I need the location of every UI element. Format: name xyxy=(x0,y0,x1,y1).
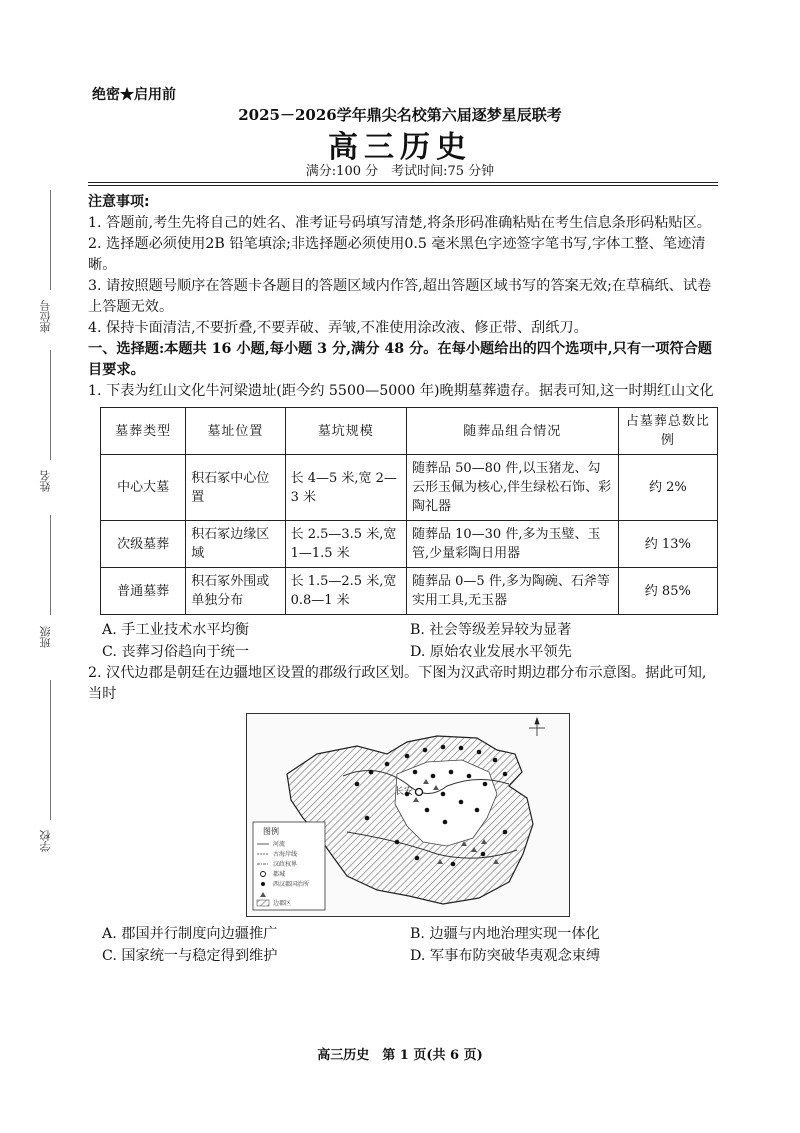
notice-item: 2. 选择题必须使用2B 铅笔填涂;非选择题必须使用0.5 毫米黑色字迹签字笔书写,字体工整、笔迹清晰。 xyxy=(88,236,706,273)
q2-option-b[interactable]: B. 边疆与内地治理实现一体化 xyxy=(410,926,600,942)
table-header: 墓葬类型 xyxy=(101,408,186,455)
legend-item: 古海岸线 xyxy=(273,851,298,858)
name-label: 姓名 xyxy=(39,470,52,492)
han-frontier-map xyxy=(246,713,570,917)
legend-title: 图例 xyxy=(263,827,279,836)
q2-options xyxy=(102,923,720,967)
legend-item: 边郡区 xyxy=(273,900,292,907)
table-row xyxy=(101,568,718,615)
q2-option-d[interactable]: D. 军事布防突破华夷观念束缚 xyxy=(410,948,601,964)
table-cell: 约 2% xyxy=(618,455,717,521)
legend-item: 河流 xyxy=(273,841,286,848)
table-cell: 随葬品 50—80 件,以玉猪龙、勾云形玉佩为核心,伴生绿松石饰、彩陶礼器 xyxy=(406,455,618,521)
legend-item: 都城 xyxy=(273,871,286,878)
table-cell: 约 13% xyxy=(618,521,717,568)
header-divider xyxy=(88,182,718,183)
q1-option-a[interactable]: A. 手工业技术水平均衡 xyxy=(102,622,249,638)
table-row xyxy=(101,521,718,568)
capital-label: 长安 xyxy=(395,787,414,797)
binding-margin xyxy=(0,170,70,910)
table-header: 占墓葬总数比例 xyxy=(618,408,717,455)
notice-item: 3. 请按照题号顺序在答题卡各题目的答题区域内作答,超出答题区域书写的答案无效;在草稿纸、试卷上答题无效。 xyxy=(88,278,712,315)
seat-line xyxy=(50,190,51,290)
q1-stem: 1. 下表为红山文化牛河梁遗址(距今约 5500—5000 年)晚期墓葬遗存。据表可知,这一时期红山文化 xyxy=(88,383,714,399)
table-cell: 普通墓葬 xyxy=(101,568,186,615)
main-content xyxy=(88,192,720,967)
q1-option-b[interactable]: B. 社会等级差异较为显著 xyxy=(410,622,572,638)
table-cell: 次级墓葬 xyxy=(101,521,186,568)
header-divider-thick xyxy=(88,185,718,186)
table-header: 随葬品组合情况 xyxy=(406,408,618,455)
map-svg xyxy=(247,714,569,916)
notice-item: 4. 保持卡面清洁,不要折叠,不要弄破、弄皱,不准使用涂改液、修正带、刮纸刀。 xyxy=(88,320,588,336)
class-label: 班级 xyxy=(39,626,52,648)
tomb-table xyxy=(100,407,718,615)
table-cell: 积石冢中心位置 xyxy=(186,455,285,521)
table-cell: 长 1.5—2.5 米,宽 0.8—1 米 xyxy=(285,568,406,615)
table-header: 墓址位置 xyxy=(186,408,285,455)
table-cell: 长 4—5 米,宽 2—3 米 xyxy=(285,455,406,521)
table-cell: 约 85% xyxy=(618,568,717,615)
q2-stem: 2. 汉代边郡是朝廷在边疆地区设置的郡级行政区划。下图为汉武帝时期边郡分布示意图。据此可知,当时 xyxy=(88,665,707,702)
table-cell: 中心大墓 xyxy=(101,455,186,521)
class-line xyxy=(50,515,51,615)
q2-option-c[interactable]: C. 国家统一与稳定得到维护 xyxy=(102,948,278,964)
q1-options xyxy=(102,619,720,663)
school-line xyxy=(50,680,51,820)
legend-item: 西汉郡国治所 xyxy=(273,881,310,888)
section-heading: 一、选择题:本题共 16 小题,每小题 3 分,满分 48 分。在每小题给出的四个选项中,只有一项符合题目要求。 xyxy=(88,341,712,378)
table-header: 墓坑规模 xyxy=(285,408,406,455)
seat-label: 座位号 xyxy=(39,300,52,333)
subject-title: 高三历史 xyxy=(328,130,472,165)
table-row xyxy=(101,455,718,521)
table-header-row xyxy=(101,408,718,455)
notice-title: 注意事项: xyxy=(88,194,150,210)
capital-marker xyxy=(416,789,423,796)
name-line xyxy=(50,350,51,460)
table-cell: 随葬品 0—5 件,多为陶碗、石斧等实用工具,无玉器 xyxy=(406,568,618,615)
q1-option-c[interactable]: C. 丧葬习俗趋向于统一 xyxy=(102,644,250,660)
notice-item: 1. 答题前,考生先将自己的姓名、准考证号码填写清楚,将条形码准确粘贴在考生信息条形码粘贴区。 xyxy=(88,215,711,231)
confidential-mark: 绝密★启用前 xyxy=(92,87,176,103)
page-footer: 高三历史 第 1 页(共 6 页) xyxy=(317,1048,483,1063)
q2-option-a[interactable]: A. 郡国并行制度向边疆推广 xyxy=(102,926,278,942)
legend-item: 汉政权界 xyxy=(273,861,298,868)
table-cell: 积石冢边缘区域 xyxy=(186,521,285,568)
q1-option-d[interactable]: D. 原始农业发展水平领先 xyxy=(410,644,572,660)
score-time-line: 满分:100 分 考试时间:75 分钟 xyxy=(305,164,495,179)
exam-title: 2025－2026学年鼎尖名校第六届逐梦星辰联考 xyxy=(238,106,562,124)
table-cell: 随葬品 10—30 件,多为玉璧、玉管,少量彩陶日用器 xyxy=(406,521,618,568)
school-label: 学校 xyxy=(39,830,52,852)
table-cell: 积石冢外围或单独分布 xyxy=(186,568,285,615)
table-cell: 长 2.5—3.5 米,宽 1—1.5 米 xyxy=(285,521,406,568)
